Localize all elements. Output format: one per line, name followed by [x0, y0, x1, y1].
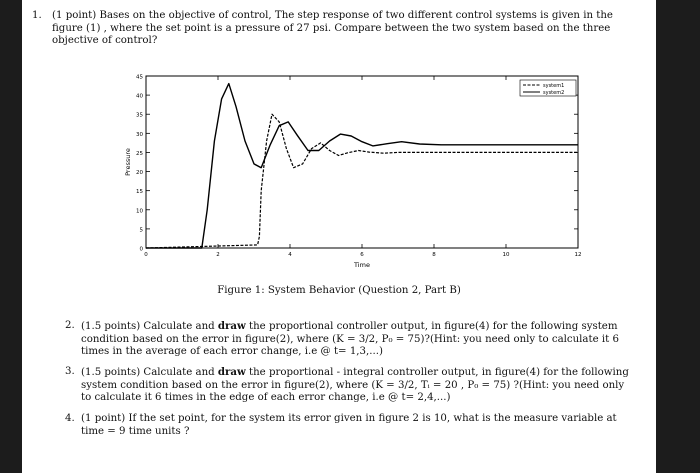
- question-3-text-after: the proportional - integral controller output, in figure(4) for the following system condition based on the error in figure(2), where (K = 3/2, Tᵢ = 20 , P₀ = 75) ?(Hint: you need only to calculate it 6 times in the edge of each error change, i.e @ t= 2,4,...): [81, 367, 629, 404]
- y-tick-label: 5: [139, 227, 143, 234]
- question-4-number: 4.: [65, 413, 75, 424]
- x-tick-label: 12: [574, 252, 582, 258]
- y-tick-label: 20: [136, 170, 143, 177]
- x-tick-label: 4: [288, 252, 292, 258]
- y-axis-label: Pressure: [124, 148, 132, 176]
- question-4: [65, 413, 637, 438]
- question-2-text-after: the proportional controller output, in figure(4) for the following system condition based on the error in figure(2), where (K = 3/2, P₀ = 75)?(Hint: you need only to calculate it 6 times in the average of each error change, i.e @ t= 1,3,...): [81, 321, 619, 358]
- legend-label-system1: system1: [543, 83, 565, 89]
- x-tick-label: 6: [360, 252, 364, 258]
- question-3-bold: draw: [217, 366, 246, 378]
- question-1: [32, 10, 636, 48]
- question-3-number: 3.: [65, 366, 75, 377]
- question-2: [65, 320, 637, 359]
- plot-frame: [146, 76, 578, 248]
- document-page: [22, 0, 656, 473]
- question-2-text-before: (1.5 points) Calculate and: [81, 321, 218, 332]
- question-2-bold: draw: [217, 320, 246, 332]
- y-tick-label: 30: [136, 131, 143, 138]
- question-3: [65, 366, 637, 405]
- question-1-number: 1.: [32, 10, 42, 21]
- y-tick-label: 15: [136, 189, 143, 196]
- legend-label-system2: system2: [543, 90, 565, 96]
- x-tick-label: 8: [432, 252, 436, 258]
- y-tick-label: 25: [136, 150, 143, 157]
- y-tick-label: 10: [136, 208, 143, 215]
- y-tick-label: 45: [136, 74, 143, 81]
- x-tick-label: 10: [502, 252, 510, 258]
- figure-caption: Figure 1: System Behavior (Question 2, Part B): [217, 285, 461, 296]
- y-tick-label: 40: [136, 93, 143, 100]
- question-3-text-before: (1.5 points) Calculate and: [81, 367, 218, 378]
- question-4-text: (1 point) If the set point, for the system its error given in figure 2 is 10, what is the measure variable at time = 9 time units ?: [81, 413, 617, 437]
- x-tick-label: 2: [216, 252, 220, 258]
- y-tick-label: 0: [139, 246, 143, 253]
- question-1-text: (1 point) Bases on the objective of control, The step response of two different control systems is given in the figure (1) , where the set point is a pressure of 27 psi. Compare between the two system based on the three objective of control?: [52, 10, 613, 47]
- question-2-number: 2.: [65, 320, 75, 331]
- y-tick-label: 35: [136, 112, 143, 119]
- x-tick-label: 0: [144, 252, 148, 258]
- step-response-chart: [102, 68, 588, 276]
- x-axis-label: Time: [354, 261, 370, 269]
